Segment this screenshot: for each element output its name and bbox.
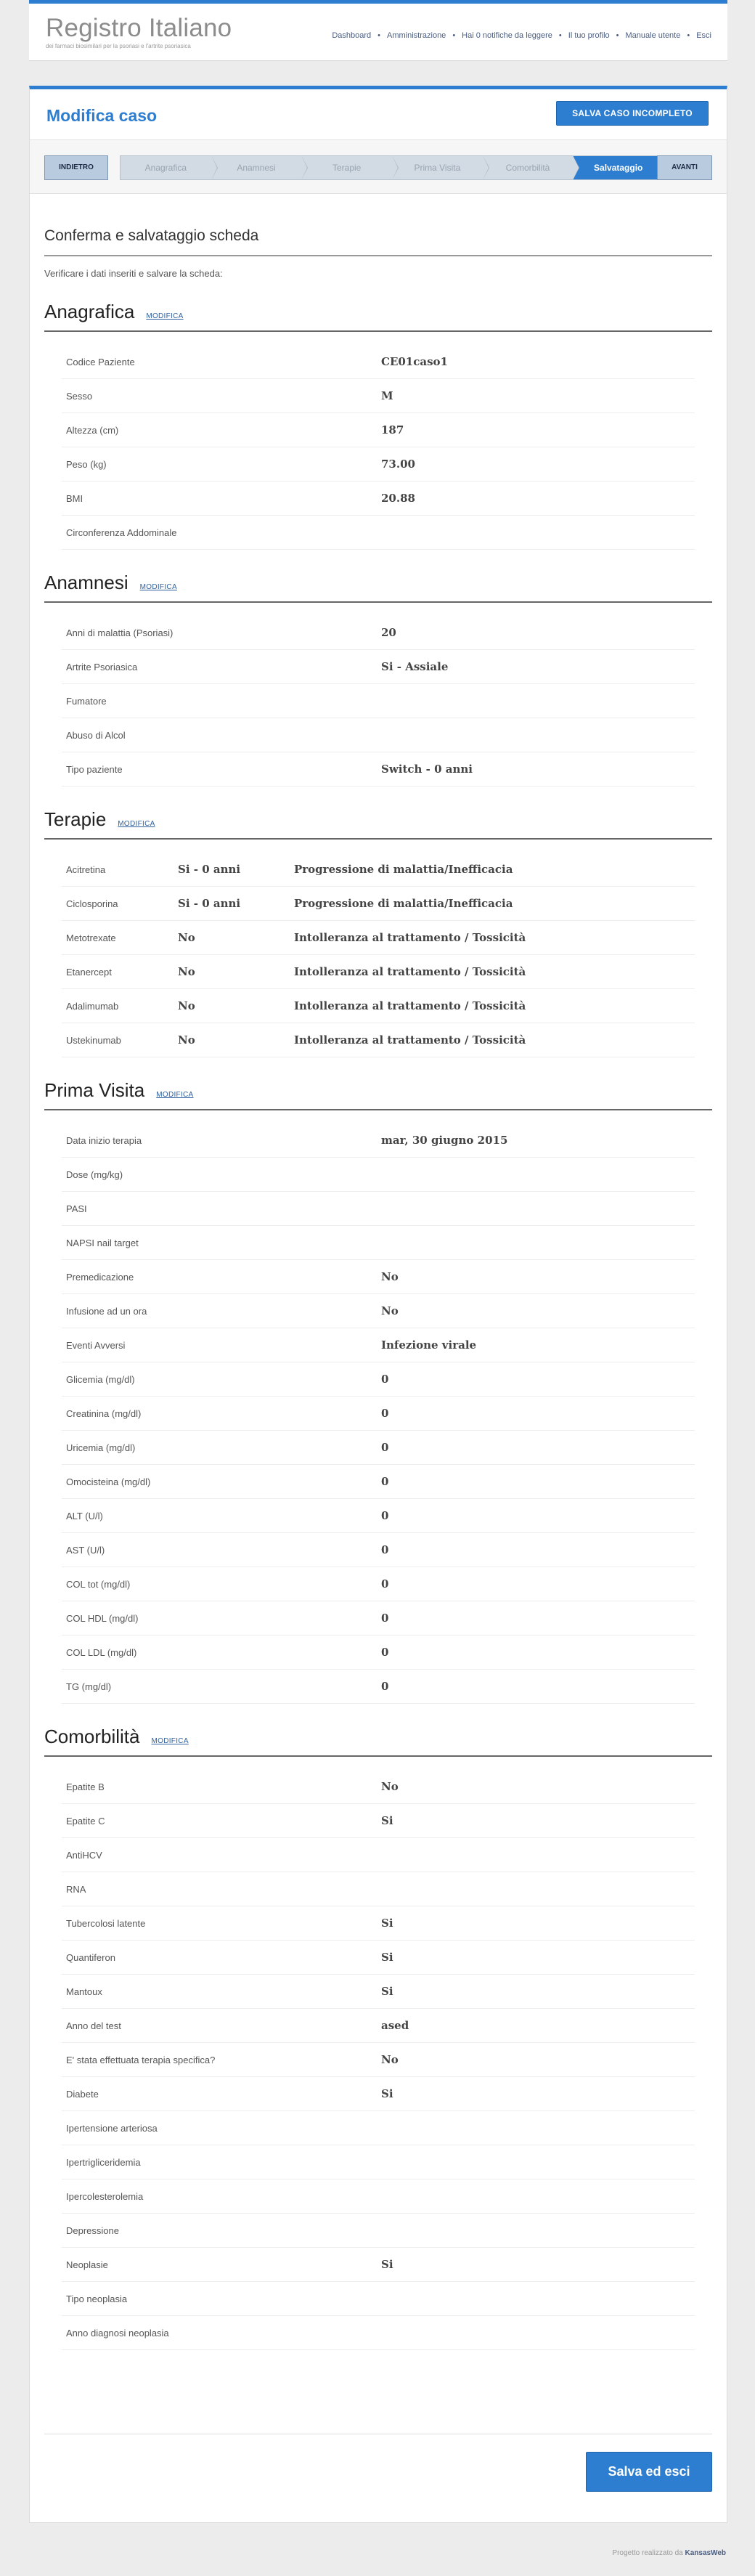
summary-row [62,2111,695,2145]
row-label: AntiHCV [66,1849,102,1861]
summary-row [62,1906,695,1941]
row-value: 0 [381,1680,389,1693]
terapie-rows [62,853,695,1057]
row-label: Glicemia (mg/dl) [66,1373,135,1385]
row-value: 20.88 [381,492,415,505]
section-title: Prima Visita [44,1079,145,1101]
summary-row [62,1770,695,1804]
top-header [29,0,727,61]
summary-row [62,1158,695,1192]
row-value: M [381,389,393,402]
summary-row [62,1533,695,1567]
row-label: Circonferenza Addominale [66,527,177,538]
summary-row [62,1975,695,2009]
section-title: Terapie [44,808,107,830]
summary-intro: Verificare i dati inseriti e salvare la scheda: [44,268,223,279]
row-reason: Intolleranza al trattamento / Tossicità [294,1033,526,1047]
row-reason: Progressione di malattia/Inefficacia [294,863,513,876]
summary-heading: Conferma e salvataggio scheda [44,227,712,256]
row-value: No [381,1270,399,1283]
summary-row [62,2179,695,2214]
row-value: Si [381,2087,393,2100]
summary-row [62,921,695,955]
row-value: Si [381,1985,393,1998]
summary-row [62,1362,695,1397]
summary-row [62,616,695,650]
credits-brand-link[interactable]: KansasWeb [685,2549,726,2557]
credits [612,2549,726,2557]
row-value: ased [381,2019,409,2032]
row-label: Ciclosporina [66,898,118,909]
summary-row [62,2145,695,2179]
next-button[interactable]: AVANTI [657,155,712,180]
row-label: Acitretina [66,864,106,875]
row-label: Mantoux [66,1986,102,1997]
row-label: COL tot (mg/dl) [66,1578,131,1590]
top-navigation [332,31,711,40]
row-label: Anno diagnosi neoplasia [66,2327,169,2339]
row-label: BMI [66,492,83,504]
row-label: Tubercolosi latente [66,1917,146,1929]
summary-row [62,1294,695,1328]
row-value: mar, 30 giugno 2015 [381,1134,508,1147]
summary-row [62,2248,695,2282]
row-value: CE01caso1 [381,355,448,368]
anamnesi-rows [62,616,695,787]
summary-row [62,989,695,1023]
nav-notifiche[interactable]: • Hai 0 notifiche da leggere [446,31,552,40]
row-value: Si [381,1814,393,1827]
row-value: 0 [381,1441,389,1454]
step-anamnesi[interactable]: Anamnesi [211,156,302,179]
wizard-steps [120,155,664,180]
summary-row [62,2077,695,2111]
row-label: Ipertrigliceridemia [66,2156,141,2168]
page-title: Modifica caso [46,106,158,125]
row-label: Quantiferon [66,1951,115,1963]
row-value: No [381,1304,399,1317]
row-value: Si [381,2258,393,2271]
section-anagrafica [44,301,712,550]
row-label: ALT (U/l) [66,1510,103,1521]
row-value: 0 [381,1646,389,1659]
summary-row [62,853,695,887]
row-value: No [178,1033,195,1047]
row-label: Infusione ad un ora [66,1305,147,1317]
summary-row [62,1226,695,1260]
section-title: Comorbilità [44,1726,140,1747]
row-label: Tipo neoplasia [66,2293,128,2304]
row-label: Sesso [66,390,93,402]
row-label: Codice Paziente [66,356,135,367]
row-value: 0 [381,1612,389,1625]
summary-row [62,1023,695,1057]
summary-content [44,227,712,2350]
row-value: Si - 0 anni [178,863,241,876]
row-value: 0 [381,1475,389,1488]
summary-row [62,413,695,447]
summary-row [62,1941,695,1975]
summary-row [62,1567,695,1601]
summary-row [62,1499,695,1533]
summary-row [62,684,695,718]
edit-anagrafica-link[interactable]: MODIFICA [146,312,184,320]
row-label: NAPSI nail target [66,1237,139,1248]
row-value: 187 [381,423,404,436]
summary-row [62,955,695,989]
row-label: Neoplasie [66,2259,108,2270]
summary-row [62,1465,695,1499]
row-label: AST (U/l) [66,1544,105,1556]
nav-manuale[interactable]: • Manuale utente [610,31,681,40]
row-label: Peso (kg) [66,458,107,470]
summary-row [62,1397,695,1431]
brand-subtitle: dei farmaci biosimilari per la psoriasi e l'artrite psoriasica [46,43,191,49]
summary-row [62,2043,695,2077]
nav-amministrazione[interactable]: • Amministrazione [371,31,446,40]
row-label: Tipo paziente [66,763,123,775]
row-label: Omocisteina (mg/dl) [66,1476,151,1487]
row-label: Anni di malattia (Psoriasi) [66,627,174,638]
row-label: Fumatore [66,695,107,707]
row-label: Eventi Avversi [66,1339,126,1351]
row-label: COL LDL (mg/dl) [66,1646,137,1658]
row-label: Epatite B [66,1781,105,1792]
summary-row [62,752,695,787]
row-label: E' stata effettuata terapia specifica? [66,2054,216,2065]
summary-row [62,1192,695,1226]
back-button[interactable]: INDIETRO [44,155,108,180]
summary-row [62,2214,695,2248]
section-header [44,572,712,603]
row-value: 0 [381,1509,389,1522]
anagrafica-rows [62,345,695,550]
row-value: Si [381,1917,393,1930]
edit-prima-visita-link[interactable]: MODIFICA [156,1091,194,1099]
credits-prefix: Progetto realizzato da [612,2549,683,2557]
row-label: Etanercept [66,966,112,978]
row-reason: Intolleranza al trattamento / Tossicità [294,999,526,1012]
row-value: Si - 0 anni [178,897,241,910]
row-value: Infezione virale [381,1338,477,1352]
step-anagrafica[interactable]: Anagrafica [121,156,211,179]
nav-profilo[interactable]: • Il tuo profilo [552,31,610,40]
section-prima-visita [44,1079,712,1704]
prima-visita-rows [62,1124,695,1704]
row-value: 0 [381,1543,389,1556]
row-value: Si [381,1951,393,1964]
summary-row [62,1670,695,1704]
brand-logo[interactable] [46,15,232,49]
summary-row [62,1260,695,1294]
row-label: COL HDL (mg/dl) [66,1612,139,1624]
row-value: 20 [381,626,396,639]
row-label: Altezza (cm) [66,424,119,436]
row-label: Ustekinumab [66,1034,121,1046]
row-reason: Intolleranza al trattamento / Tossicità [294,931,526,944]
row-label: Metotrexate [66,932,116,943]
step-prima-visita[interactable]: Prima Visita [392,156,483,179]
row-label: Anno del test [66,2020,121,2031]
row-value: Switch - 0 anni [381,763,473,776]
row-reason: Progressione di malattia/Inefficacia [294,897,513,910]
row-label: TG (mg/dl) [66,1681,112,1692]
edit-anamnesi-link[interactable]: MODIFICA [139,583,177,591]
row-value: No [381,1780,399,1793]
summary-row [62,2009,695,2043]
row-label: Artrite Psoriasica [66,661,138,673]
row-label: Uricemia (mg/dl) [66,1442,136,1453]
row-value: No [178,965,195,978]
summary-row [62,1636,695,1670]
row-label: Diabete [66,2088,99,2100]
summary-row [62,718,695,752]
summary-row [62,887,695,921]
section-anamnesi [44,572,712,787]
step-terapie[interactable]: Terapie [301,156,392,179]
row-value: 0 [381,1373,389,1386]
section-title: Anagrafica [44,301,135,322]
save-and-exit-button[interactable]: Salva ed esci [586,2452,712,2492]
section-header [44,301,712,332]
row-label: Data inizio terapia [66,1134,142,1146]
step-comorbilita[interactable]: Comorbilità [483,156,574,179]
row-label: RNA [66,1883,86,1895]
row-label: PASI [66,1203,87,1214]
summary-row [62,1431,695,1465]
summary-row [62,1838,695,1872]
row-value: No [178,999,195,1012]
summary-row [62,447,695,482]
row-label: Ipertensione arteriosa [66,2122,158,2134]
edit-comorbilita-link[interactable]: MODIFICA [151,1737,189,1745]
row-label: Abuso di Alcol [66,729,126,741]
summary-row [62,1804,695,1838]
edit-terapie-link[interactable]: MODIFICA [118,820,155,828]
wizard-bar [30,140,727,194]
row-label: Creatinina (mg/dl) [66,1407,142,1419]
save-incomplete-button[interactable]: SALVA CASO INCOMPLETO [556,101,709,126]
summary-row [62,1872,695,1906]
nav-esci[interactable]: • Esci [680,31,711,40]
summary-row [62,516,695,550]
row-value: 0 [381,1577,389,1590]
section-title: Anamnesi [44,572,128,593]
row-value: No [178,931,195,944]
section-comorbilita [44,1726,712,2350]
row-label: Depressione [66,2224,119,2236]
summary-row [62,1124,695,1158]
row-value: 0 [381,1407,389,1420]
summary-row [62,650,695,684]
summary-row [62,1601,695,1636]
comorbilita-rows [62,1770,695,2350]
row-reason: Intolleranza al trattamento / Tossicità [294,965,526,978]
edit-case-card [29,86,727,2523]
row-value: 73.00 [381,458,415,471]
summary-row [62,345,695,379]
summary-row [62,379,695,413]
summary-row [62,1328,695,1362]
section-header [44,808,712,840]
row-value: Si - Assiale [381,660,449,673]
row-label: Premedicazione [66,1271,134,1283]
row-label: Epatite C [66,1815,105,1827]
row-label: Adalimumab [66,1000,119,1012]
summary-row [62,482,695,516]
step-salvataggio[interactable]: Salvataggio [573,156,664,179]
brand-title: Registro Italiano [46,14,232,42]
row-value: No [381,2053,399,2066]
row-label: Ipercolesterolemia [66,2190,144,2202]
nav-dashboard[interactable]: Dashboard [332,31,372,40]
row-label: Dose (mg/kg) [66,1169,123,1180]
summary-row [62,2282,695,2316]
section-header [44,1726,712,1757]
section-terapie [44,808,712,1057]
card-header [30,89,727,140]
summary-row [62,2316,695,2350]
section-header [44,1079,712,1110]
